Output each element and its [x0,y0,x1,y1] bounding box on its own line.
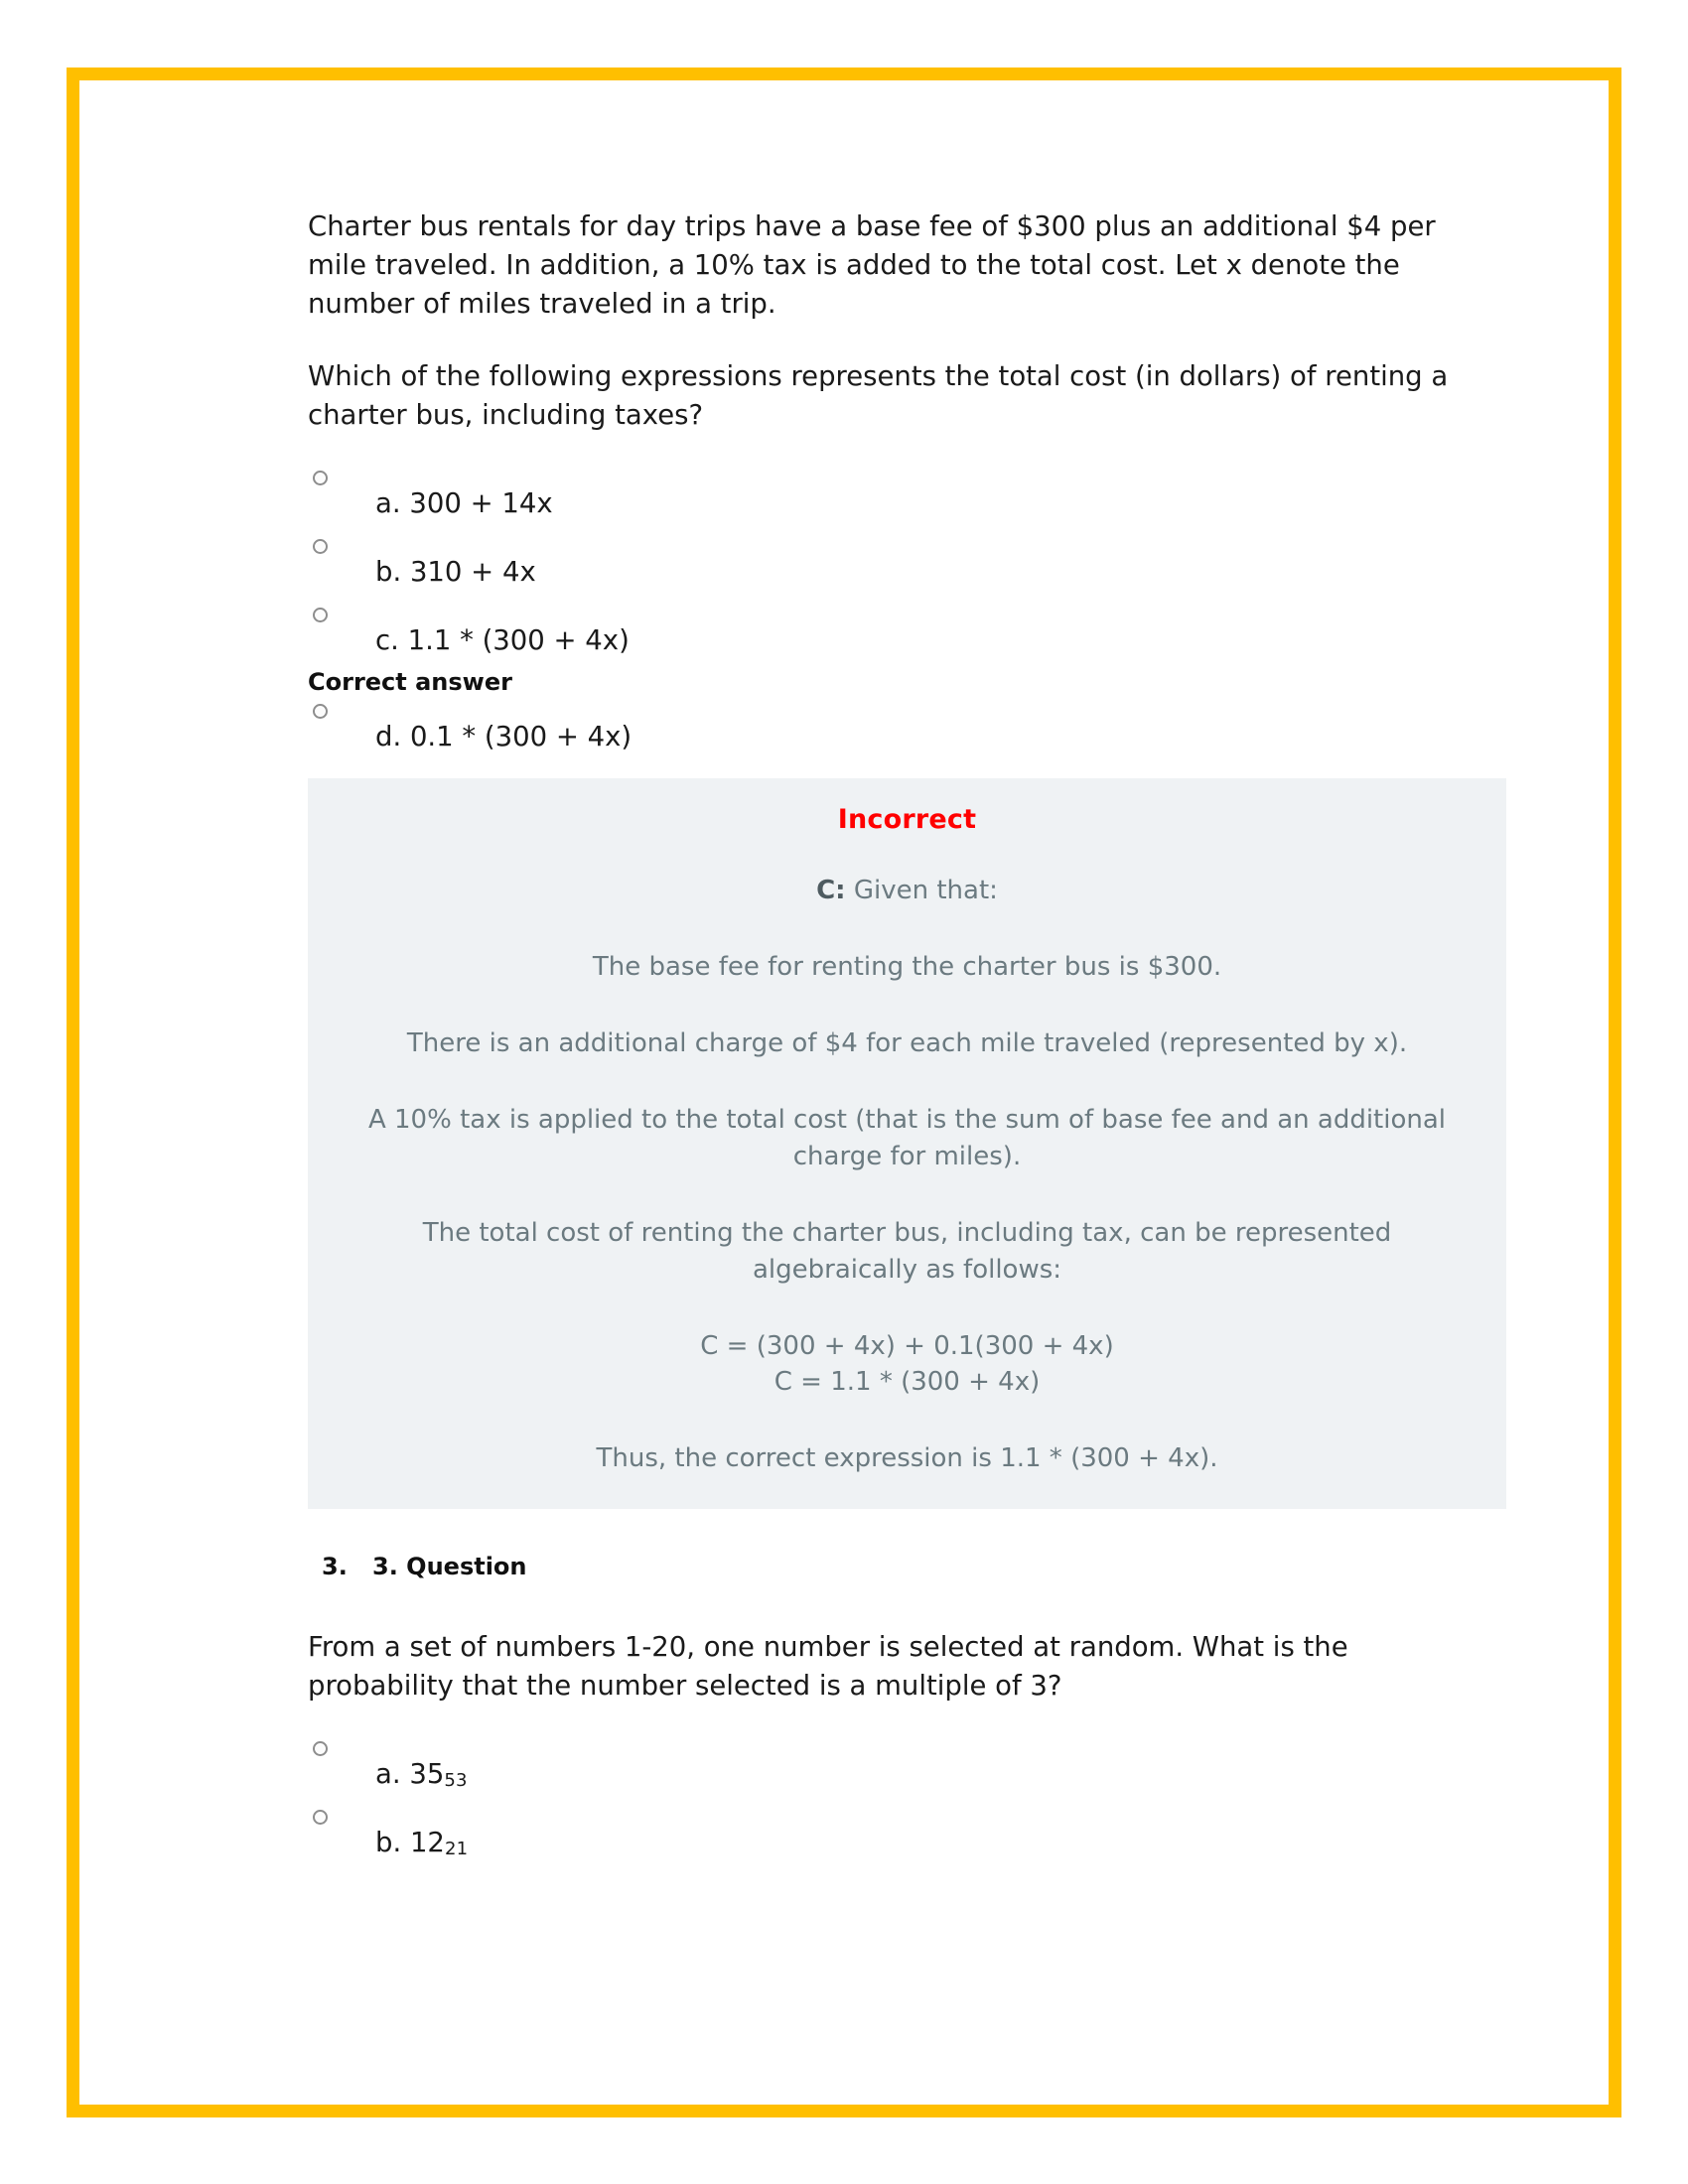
feedback-panel [308,778,1506,1509]
feedback-intro-prefix: C: [816,876,846,906]
quiz-content [308,207,1569,1876]
page-border-frame [67,68,1621,2117]
feedback-intro-rest: Given that: [845,876,998,906]
option-row-c[interactable] [308,606,1569,660]
feedback-status-badge: Incorrect [837,804,977,836]
q3-option-row-a[interactable] [308,1739,1569,1794]
q3-option-b-main: b. 12 [375,1827,445,1859]
feedback-line-2: There is an additional charge of $4 for each mile traveled (represented by x). [406,1028,1408,1059]
option-row-d[interactable] [308,702,1569,756]
question-3-title: 3. Question [372,1553,527,1581]
q3-option-label-a [308,1739,1569,1793]
feedback-equation-block [338,1328,1477,1402]
feedback-equation-line-2: C = 1.1 * (300 + 4x) [774,1367,1041,1398]
q3-option-label-b [308,1808,1569,1861]
question-3-body [308,1628,1569,1862]
feedback-equation-line-1: C = (300 + 4x) + 0.1(300 + 4x) [700,1330,1114,1361]
feedback-line-3: A 10% tax is applied to the total cost (that is the sum of base fee and an additional charge for miles). [367,1104,1447,1171]
q3-option-row-b[interactable] [308,1808,1569,1862]
question-2-block [308,207,1569,1509]
q3-option-a-main: a. 35 [375,1758,445,1791]
question-3-list-marker: 3. [322,1553,348,1581]
correct-answer-note-row [308,668,1569,696]
correct-answer-note: Correct answer [308,668,512,697]
q3-option-b-sub: 21 [444,1839,469,1860]
question-2-stem-paragraph-1: Charter bus rentals for day trips have a base fee of $300 plus an additional $4 per mile traveled. In addition, a 10% tax is added to the total cost. Let x denote the number of miles traveled in a trip. [308,210,1436,321]
question-2-stem-paragraph-2: Which of the following expressions represents the total cost (in dollars) of renting a charter bus, including taxes? [308,360,1449,432]
option-row-b[interactable] [308,537,1569,592]
option-label-b: b. 310 + 4x [375,556,536,589]
feedback-line-1: The base fee for renting the charter bus is $300. [592,952,1222,983]
feedback-conclusion: Thus, the correct expression is 1.1 * (300 + 4x). [596,1443,1218,1474]
option-label-c: c. 1.1 * (300 + 4x) [375,624,630,657]
feedback-line-4: The total cost of renting the charter bus, including tax, can be represented algebraically as follows: [422,1217,1392,1285]
question-3-block [308,1553,1569,1580]
question-3-stem: From a set of numbers 1-20, one number is selected at random. What is the probability that the number selected is a multiple of 3? [308,1631,1348,1703]
feedback-intro-line [338,873,1477,909]
option-row-a[interactable] [308,469,1569,523]
option-label-d: d. 0.1 * (300 + 4x) [375,721,633,753]
q3-option-a-sub: 53 [444,1770,468,1792]
question-3-options [308,1739,1569,1862]
option-label-a: a. 300 + 14x [375,487,553,520]
question-2-options [308,469,1569,756]
